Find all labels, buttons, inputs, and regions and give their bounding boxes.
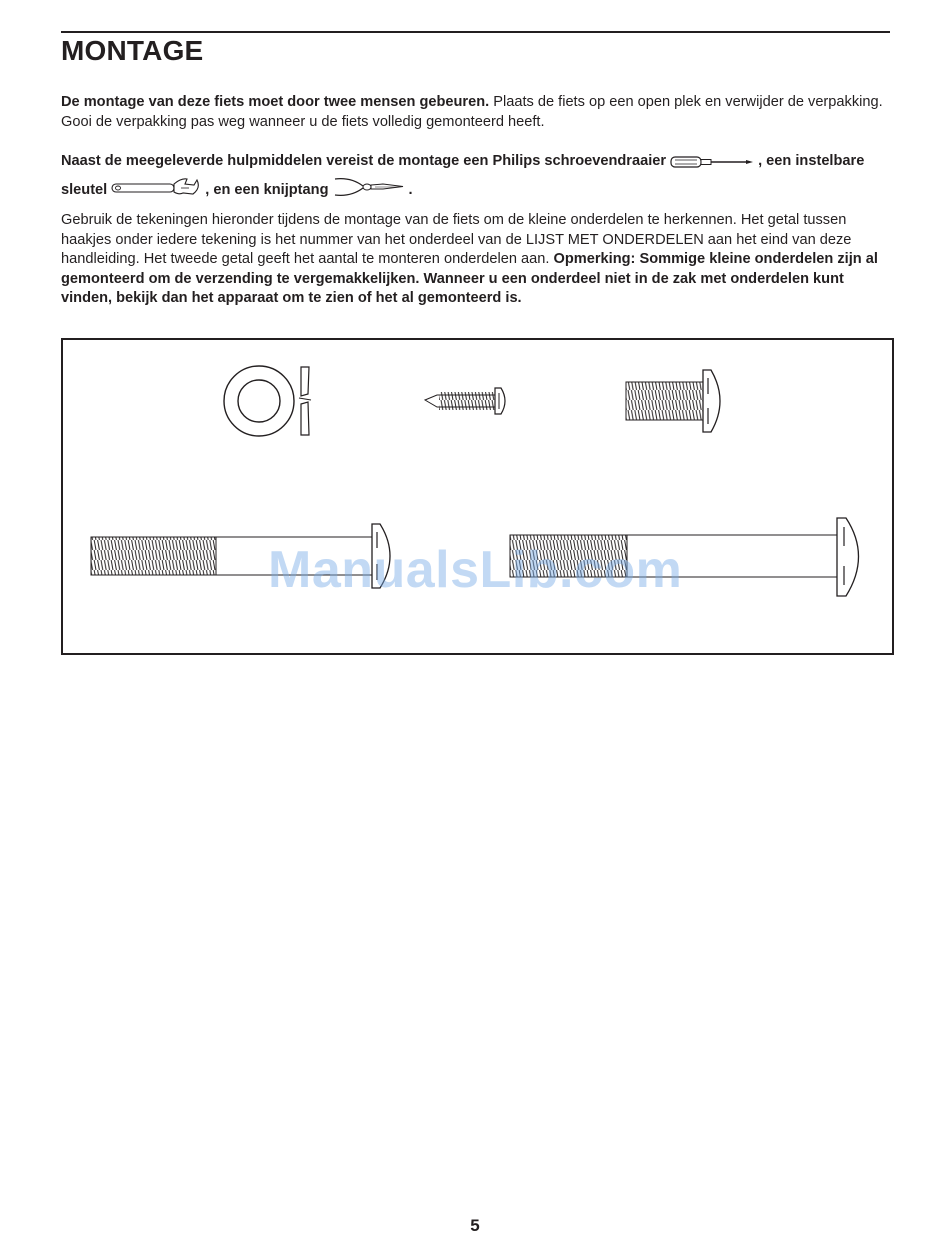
tools-after-wrench: , en een knijptang: [205, 181, 329, 198]
watermark: ManualsLib.com: [268, 541, 683, 599]
wrench-icon: [111, 176, 201, 205]
split-washer: [224, 366, 311, 436]
page-title: MONTAGE: [61, 35, 204, 66]
intro-text: Plaats de fiets op een open plek en verwijder de verpakking. Gooi de verpakking pas weg wanneer u de fiets volledig gemonteerd heeft.: [61, 94, 883, 130]
guide-text: Gebruik de tekeningen hieronder tijdens de montage van de fiets om de kleine onderdelen te herkennen. Het getal tussen haakjes onder iedere tekening is het nummer van het onderdeel van de LIJST MET ONDERDELEN aan het eind van deze handleiding. Het tweede getal geeft het aantal te monteren onderdelen aan.: [61, 212, 852, 267]
tools-after-screwdriver: , een instelbare sleutel: [61, 153, 865, 198]
guide-paragraph: [61, 211, 891, 309]
small-screw: [425, 388, 505, 414]
page-number: 5: [470, 1216, 480, 1235]
guide-note-bold: Opmerking: Sommige kleine onderdelen zijn al gemonteerd om de verzending te vergemakkelijken. Wanneer u een onderdeel niet in de zak met onderdelen kunt vinden, bekijk dan het apparaat om te zien of het al gemonteerd is.: [61, 251, 878, 306]
parts-illustration-box: [61, 338, 894, 655]
screwdriver-icon: [670, 155, 754, 176]
pliers-icon: [333, 176, 405, 205]
short-bolt: [626, 370, 720, 432]
intro-bold-text: De montage van deze fiets moet door twee mensen gebeuren.: [61, 94, 490, 110]
tools-paragraph: [61, 152, 891, 204]
tools-lead-text: Naast de meegeleverde hulpmiddelen vereist de montage een Philips schroevendraaier: [61, 153, 667, 169]
tools-end: .: [408, 181, 413, 198]
top-rule: [61, 31, 890, 33]
intro-paragraph: [61, 93, 891, 132]
parts-drawing: [63, 340, 892, 653]
